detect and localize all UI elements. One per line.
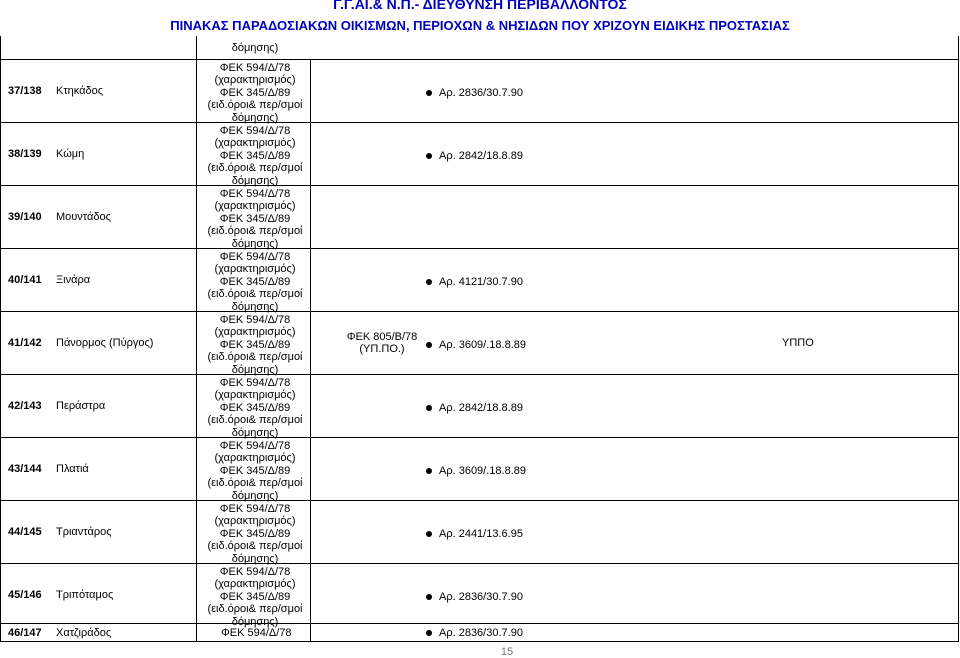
fek-line: (χαρακτηρισμός) xyxy=(214,578,296,591)
grid-line-row xyxy=(0,563,958,564)
merged-fek-cell xyxy=(336,331,428,356)
row-fek-cell xyxy=(180,188,330,250)
merged-fek-line-2: (ΥΠ.ΠΟ.) xyxy=(359,343,405,356)
row-name: Πάνορμος (Πύργος) xyxy=(56,337,154,349)
row-code: 45/146 xyxy=(8,589,42,601)
row-code: 43/144 xyxy=(8,463,42,475)
row-ref-text: Αρ. 2836/30.7.90 xyxy=(439,87,523,99)
fek-line: (χαρακτηρισμός) xyxy=(214,326,296,339)
fek-line: ΦΕΚ 594/Δ/78 xyxy=(219,377,291,389)
row-ref xyxy=(426,402,523,414)
fek-line: ΦΕΚ 594/Δ/78 xyxy=(219,188,291,200)
bullet-icon xyxy=(426,531,432,537)
fek-line: δόμησης) xyxy=(231,426,279,439)
fek-line: (ειδ.όροι& περ/σμοί xyxy=(207,477,303,490)
fek-line: ΦΕΚ 594/Δ/78 xyxy=(219,566,291,578)
row-fek-cell xyxy=(180,566,330,628)
grid-line-row xyxy=(0,185,958,186)
row-ref-text: Αρ. 2842/18.8.89 xyxy=(439,150,523,162)
row-fek-cell xyxy=(180,125,330,187)
row-fek-cell xyxy=(180,314,330,376)
fek-line: δόμησης) xyxy=(231,174,279,187)
fek-line: (ειδ.όροι& περ/σμοί xyxy=(207,288,303,301)
row-ref-text: Αρ. 2441/13.6.95 xyxy=(439,528,523,540)
row-name: Τριπόταμος xyxy=(56,589,114,601)
fek-line: (χαρακτηρισμός) xyxy=(214,74,296,87)
row-ref-text: Αρ. 3609/.18.8.89 xyxy=(439,465,526,477)
last-row-fek: ΦΕΚ 594/Δ/78 xyxy=(221,627,292,639)
grid-line-row xyxy=(0,437,958,438)
fek-line: (χαρακτηρισμός) xyxy=(214,389,296,402)
fek-line: (χαρακτηρισμός) xyxy=(214,137,296,150)
bullet-icon xyxy=(426,153,432,159)
top-fek-fragment: δόμησης) xyxy=(231,42,279,54)
row-ref xyxy=(426,591,523,603)
row-name: Πλατιά xyxy=(56,463,89,475)
row-fek-cell xyxy=(180,251,330,313)
row-name: Περάστρα xyxy=(56,400,106,412)
grid-line-header-bottom xyxy=(0,59,958,60)
row-ref xyxy=(426,465,526,477)
row-ref xyxy=(426,276,523,288)
grid-line-row xyxy=(0,500,958,501)
fek-line: ΦΕΚ 345/Δ/89 xyxy=(219,338,291,351)
row-ref-text: Αρ. 2836/30.7.90 xyxy=(439,591,523,603)
row-fek-cell xyxy=(180,503,330,565)
merged-fek-line-1: ΦΕΚ 805/Β/78 xyxy=(346,331,418,343)
row-fek-cell xyxy=(180,440,330,502)
fek-line: δόμησης) xyxy=(231,552,279,565)
fek-line: (ειδ.όροι& περ/σμοί xyxy=(207,540,303,553)
row-ref xyxy=(426,528,523,540)
bullet-icon xyxy=(426,405,432,411)
fek-line: ΦΕΚ 345/Δ/89 xyxy=(219,275,291,288)
row-name: Μουντάδος xyxy=(56,211,111,223)
fek-line: ΦΕΚ 345/Δ/89 xyxy=(219,464,291,477)
fek-line: δόμησης) xyxy=(231,363,279,376)
grid-line-right xyxy=(958,36,959,642)
grid-line-row xyxy=(0,623,958,624)
row-fek-cell xyxy=(180,377,330,439)
row-code: 37/138 xyxy=(8,85,42,97)
fek-line: ΦΕΚ 345/Δ/89 xyxy=(219,86,291,99)
fek-line: ΦΕΚ 594/Δ/78 xyxy=(219,314,291,326)
fek-line: (χαρακτηρισμός) xyxy=(214,452,296,465)
fek-line: ΦΕΚ 594/Δ/78 xyxy=(219,251,291,263)
fek-line: δόμησης) xyxy=(231,237,279,250)
fek-line: (χαρακτηρισμός) xyxy=(214,515,296,528)
fek-line: ΦΕΚ 594/Δ/78 xyxy=(219,503,291,515)
row-ref xyxy=(426,339,526,351)
fek-line: ΦΕΚ 345/Δ/89 xyxy=(219,401,291,414)
bullet-icon xyxy=(426,630,432,636)
fek-line: ΦΕΚ 594/Δ/78 xyxy=(219,440,291,452)
fek-line: (χαρακτηρισμός) xyxy=(214,263,296,276)
row-code: 38/139 xyxy=(8,148,42,160)
fek-line: (ειδ.όροι& περ/σμοί xyxy=(207,351,303,364)
fek-line: (ειδ.όροι& περ/σμοί xyxy=(207,99,303,112)
last-row-ref-text: Αρ. 2836/30.7.90 xyxy=(439,627,523,639)
grid-line-left xyxy=(0,36,1,642)
row-name: Ξινάρα xyxy=(56,274,91,286)
row-name: Τριαντάρος xyxy=(56,526,112,538)
bullet-icon xyxy=(426,594,432,600)
fek-line: ΦΕΚ 345/Δ/89 xyxy=(219,590,291,603)
row-code: 41/142 xyxy=(8,337,42,349)
row-code: 40/141 xyxy=(8,274,42,286)
header-line-2: ΠΙΝΑΚΑΣ ΠΑΡΑΔΟΣΙΑΚΩΝ ΟΙΚΙΣΜΩΝ, ΠΕΡΙΟΧΩΝ & ΝΗΣΙΔΩΝ ΠΟΥ ΧΡΙΖΟΥΝ ΕΙΔΙΚΗΣ ΠΡΟΣΤΑΣΙΑΣ xyxy=(170,18,790,33)
grid-line-row xyxy=(0,122,958,123)
row-code: 42/143 xyxy=(8,400,42,412)
fek-line: δόμησης) xyxy=(231,300,279,313)
grid-line-row xyxy=(0,248,958,249)
row-ref-text: Αρ. 2842/18.8.89 xyxy=(439,402,523,414)
fek-line: δόμησης) xyxy=(231,615,279,628)
fek-line: ΦΕΚ 594/Δ/78 xyxy=(219,125,291,137)
fek-line: (ειδ.όροι& περ/σμοί xyxy=(207,603,303,616)
fek-line: (ειδ.όροι& περ/σμοί xyxy=(207,414,303,427)
last-row-name: Χατζιράδος xyxy=(56,627,112,639)
bullet-icon xyxy=(426,468,432,474)
row-ref-text: Αρ. 4121/30.7.90 xyxy=(439,276,523,288)
grid-line-row xyxy=(0,374,958,375)
grid-line-row xyxy=(0,311,958,312)
fek-line: (ειδ.όροι& περ/σμοί xyxy=(207,225,303,238)
row-ref-text: Αρ. 3609/.18.8.89 xyxy=(439,339,526,351)
last-row-code: 46/147 xyxy=(8,627,42,639)
row-code: 39/140 xyxy=(8,211,42,223)
row-name: Κτηκάδος xyxy=(56,85,104,97)
fek-line: (χαρακτηρισμός) xyxy=(214,200,296,213)
row-ref xyxy=(426,87,523,99)
row-fek-cell xyxy=(180,62,330,124)
row-name: Κώμη xyxy=(56,148,85,160)
fek-line: δόμησης) xyxy=(231,489,279,502)
grid-line-row xyxy=(0,641,958,642)
row-ref xyxy=(426,150,523,162)
bullet-icon xyxy=(426,90,432,96)
page-number: 15 xyxy=(500,646,514,658)
fek-line: ΦΕΚ 345/Δ/89 xyxy=(219,149,291,162)
bullet-icon xyxy=(426,279,432,285)
last-row-ref xyxy=(426,627,523,639)
row-code: 44/145 xyxy=(8,526,42,538)
fek-line: ΦΕΚ 345/Δ/89 xyxy=(219,527,291,540)
header-line-1: Γ.Γ.ΑΙ.& Ν.Π.- ΔΙΕΥΘΥΝΣΗ ΠΕΡΙΒΑΛΛΟΝΤΟΣ xyxy=(333,0,627,12)
fek-line: ΦΕΚ 345/Δ/89 xyxy=(219,212,291,225)
fek-line: δόμησης) xyxy=(231,111,279,124)
authority-cell: ΥΠΠΟ xyxy=(782,337,814,349)
fek-line: ΦΕΚ 594/Δ/78 xyxy=(219,62,291,74)
fek-line: (ειδ.όροι& περ/σμοί xyxy=(207,162,303,175)
